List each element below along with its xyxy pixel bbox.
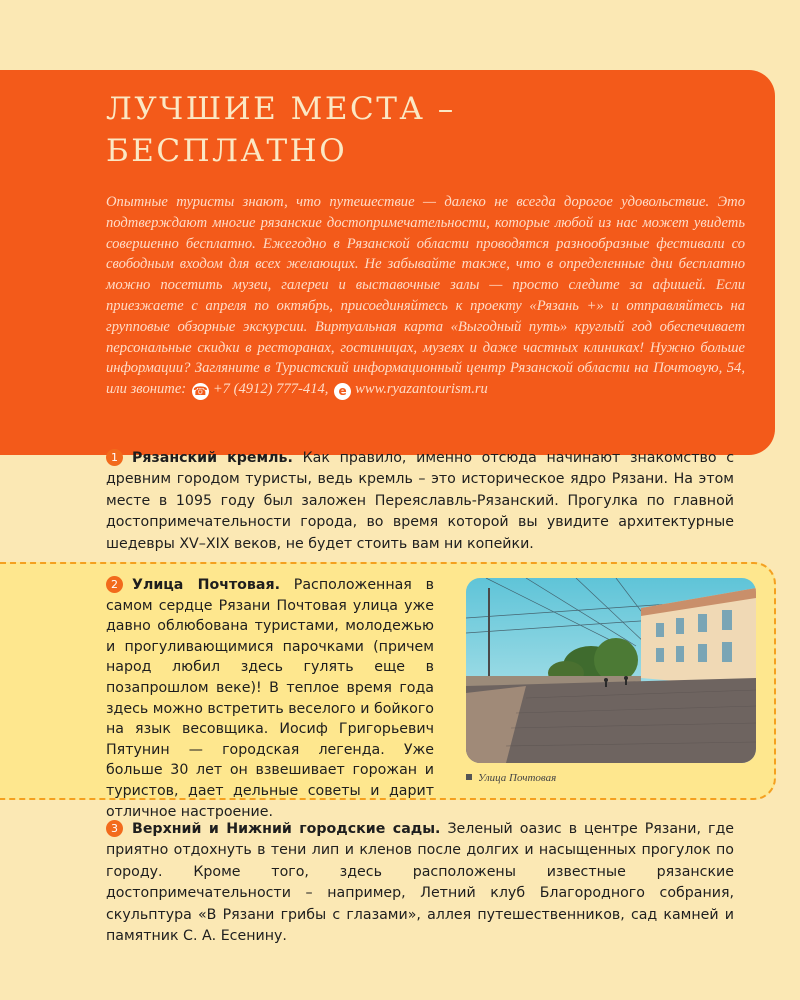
street-photo <box>466 578 756 763</box>
street-photo-illustration <box>466 578 756 763</box>
photo-caption: Улица Почтовая <box>466 772 556 784</box>
item-text: Расположенная в самом сердце Рязани Почтовая улица уже давно облюбована туристами, молодежью и прогуливающимися парочками (причем народ любил здесь гулять еще в позапрошлом веке)! В теплое время года здесь можно встретить веселого и бойкого на язык весовщика. Иосиф Григорьевич Пятунин — городская легенда. Уже больше 30 лет он взвешивает горожан и туристов, дает дельные советы и дарит отличное настроение. <box>106 577 435 820</box>
place-item-kremlin <box>106 448 734 555</box>
item-number-badge: 2 <box>106 576 123 593</box>
intro-text: Опытные туристы знают, что путешествие — далеко не всегда дорогое удовольствие. Это подтверждают многие рязанские достопримечательности, которые любой из нас может увидеть совершенно бесплатно. Ежегодно в Рязанской области проводятся разнообразные фестивали со свободным входом для всех желающих. Не забывайте также, что в определенные дни бесплатно можно посетить музеи, галереи и выставочные залы — просто следите за афишей. Если приезжаете с апреля по октябрь, присоединяйтесь к проекту «Рязань +» и отправляйтесь на групповые обзорные экскурсии. Виртуальная карта «Выгодный путь» круглый год обеспечивает персональные скидки в ресторанах, гостиницах, музеях и даже частных клиниках! Нужно больше информации? Загляните в Туристский информационный центр Рязанской области на Почтовую, 54, или звоните: ☎ +7 (4912) 777-414, e www.ryazantourism.ru <box>106 194 745 399</box>
item-title: Улица Почтовая. <box>132 577 280 593</box>
item-title: Рязанский кремль. <box>132 450 293 466</box>
e-icon: e <box>334 383 351 400</box>
phone-number: +7 (4912) 777-414, <box>212 381 329 398</box>
website-link[interactable]: www.ryazantourism.ru <box>355 381 488 398</box>
item-number-badge: 3 <box>106 820 123 837</box>
intro-panel <box>0 70 775 455</box>
item-title: Верхний и Нижний городские сады. <box>132 821 441 837</box>
place-item-pochtovaya <box>106 575 434 822</box>
item-number-badge: 1 <box>106 449 123 466</box>
item-text: Зеленый оазис в центре Рязани, где приятно отдохнуть в тени лип и кленов после долгих и насыщенных прогулок по городу. Кроме того, здесь расположены известные рязанские достопримечательности – например, Летний клуб Благородного собрания, скульптура «В Рязани грибы с глазами», аллея путешественников, сад камней и памятник С. А. Есенину. <box>106 821 735 945</box>
item-text: Как правило, именно отсюда начинают знакомство с древним городом туристы, ведь кремль – это историческое ядро Рязани. На этом месте в 1095 году был заложен Переяславль-Рязанский. Прогулка по главной достопримечательности города, во время которой вы увидите архитектурные шедевры XV–XIX веков, не будет стоить вам ни копейки. <box>106 450 735 552</box>
page-title: ЛУЧШИЕ МЕСТА – БЕСПЛАТНО <box>106 91 456 169</box>
place-item-gardens <box>106 819 734 947</box>
caption-marker <box>466 774 472 780</box>
phone-icon: ☎ <box>192 384 208 399</box>
